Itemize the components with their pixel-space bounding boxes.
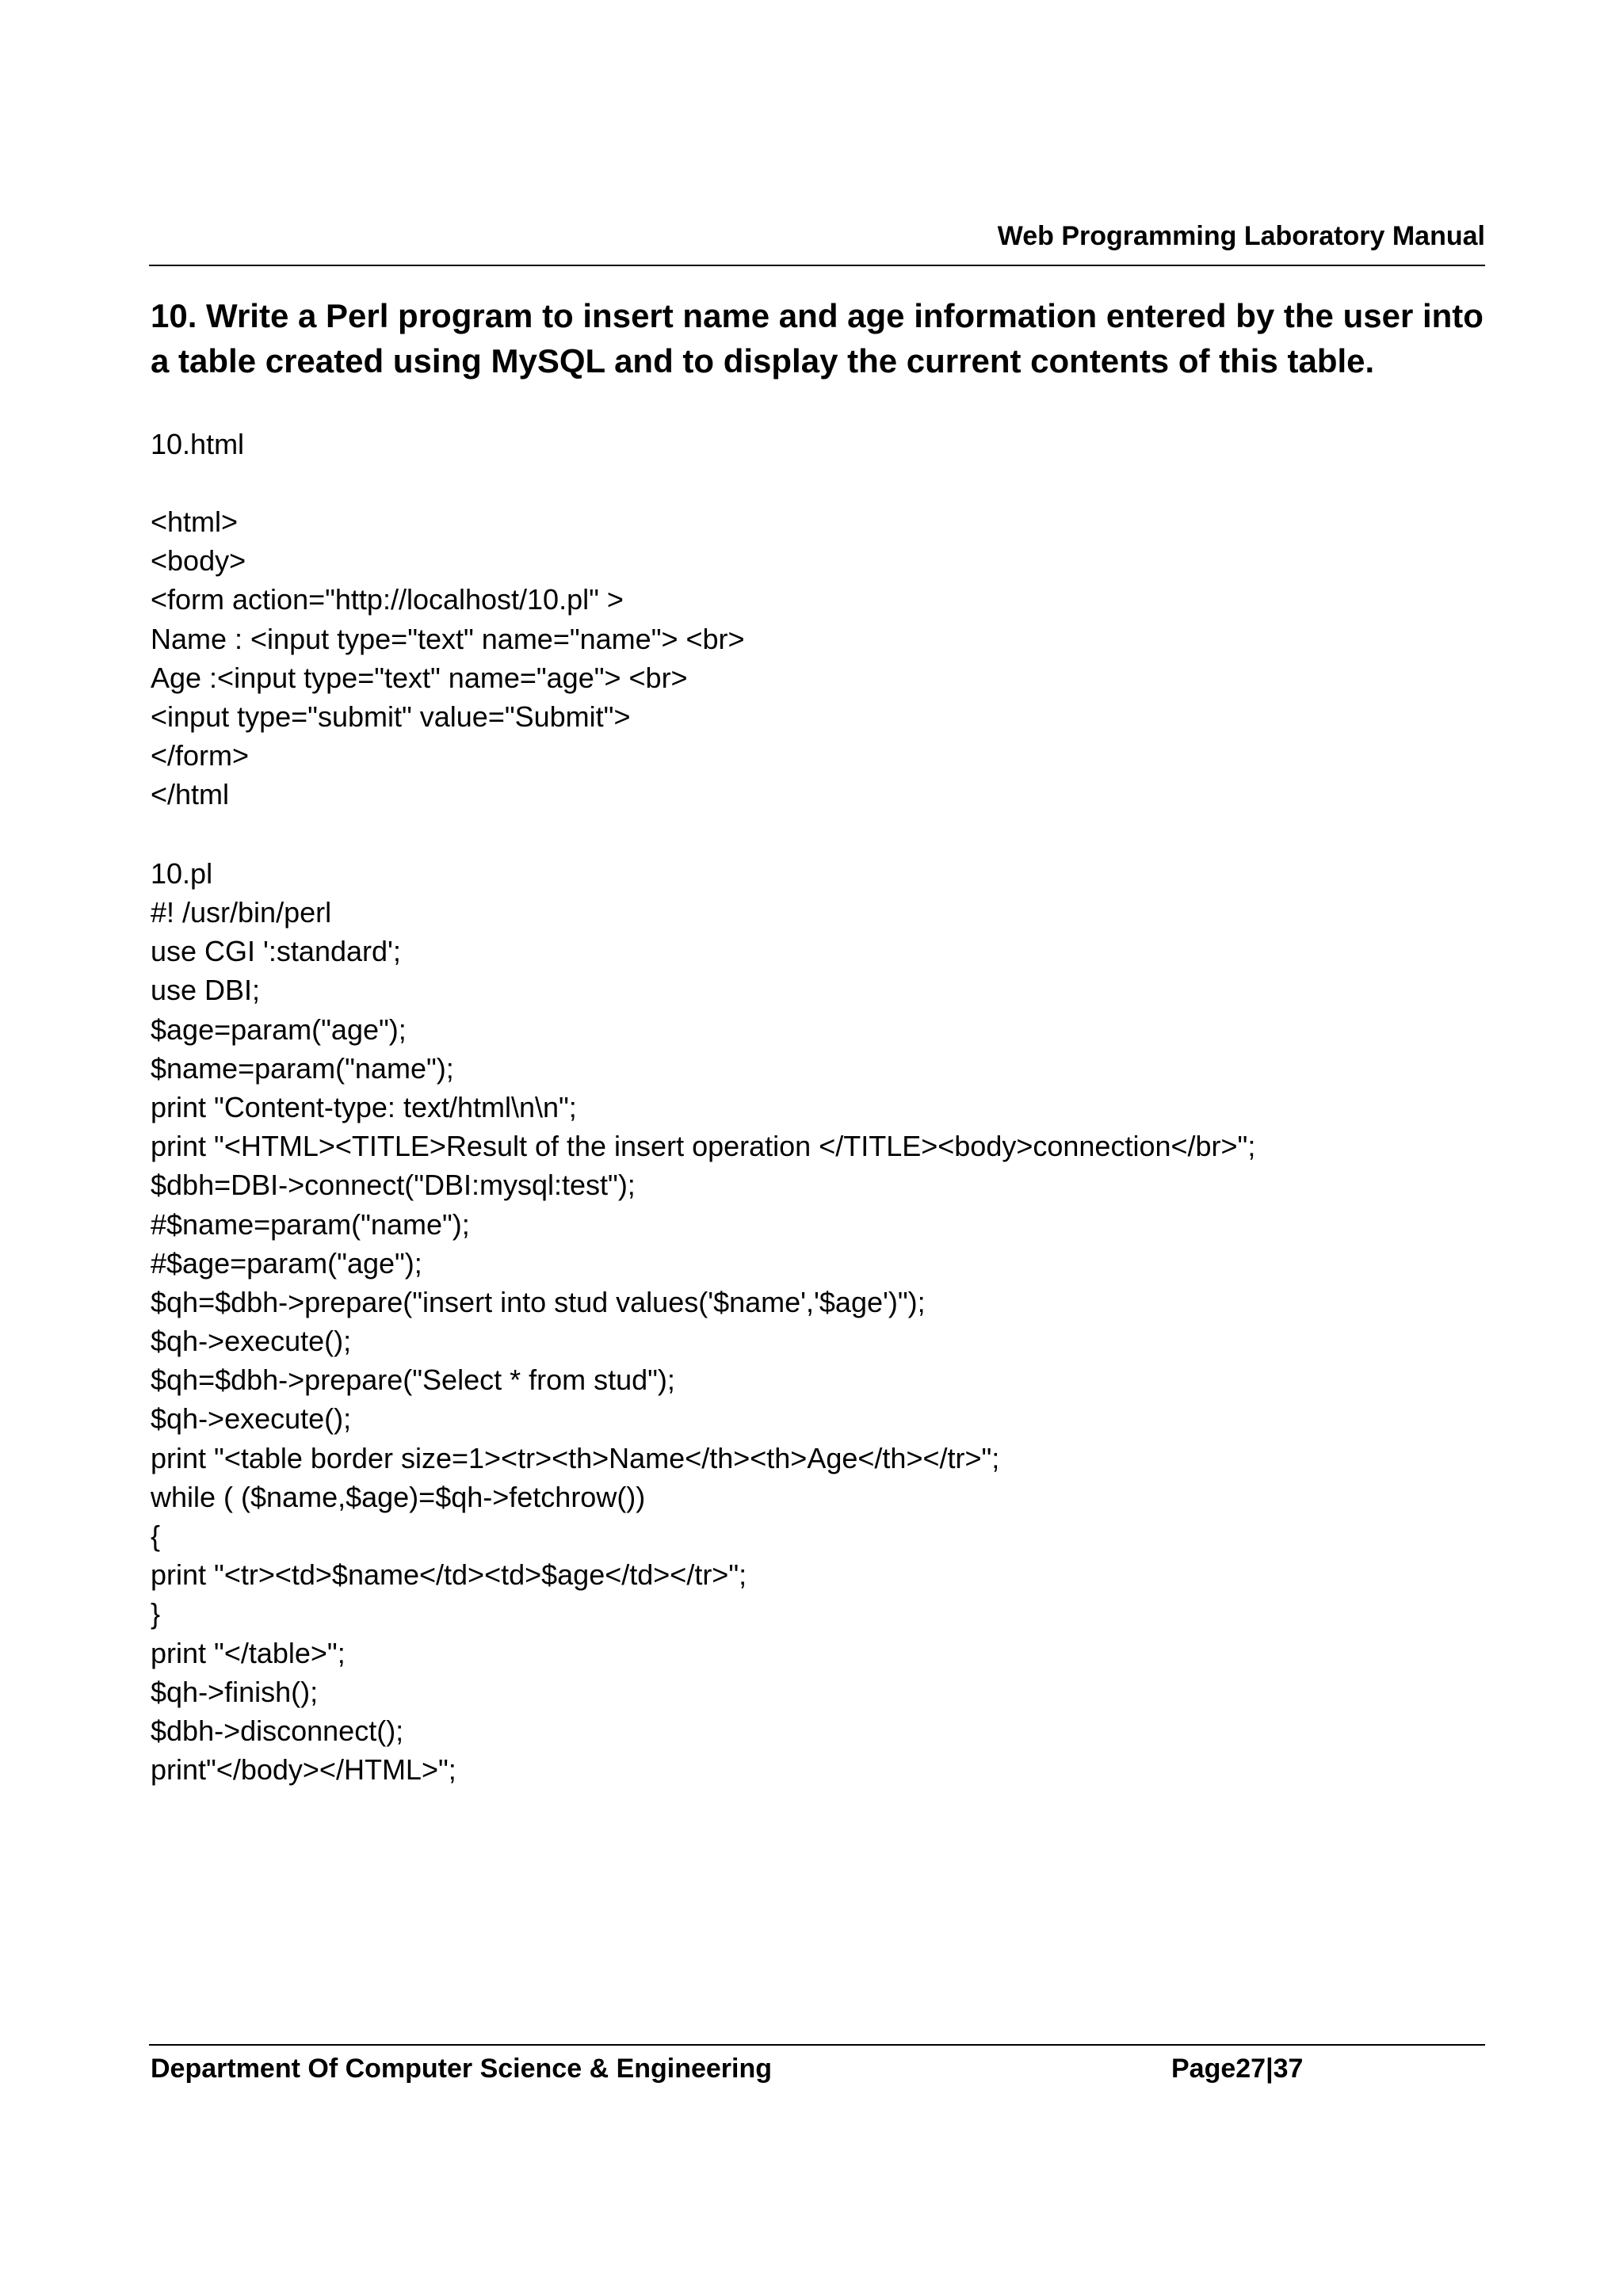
perl-code-line: while ( ($name,$age)=$qh->fetchrow()) [151,1480,646,1513]
question-heading-line-2: a table created using MySQL and to display the current contents of this table. [151,342,1375,379]
perl-code-line: use CGI ':standard'; [151,935,401,968]
html-code-line: <body> [151,544,246,578]
perl-code-line: $qh->execute(); [151,1325,352,1358]
perl-code-line: print "<table border size=1><tr><th>Name</th><th>Age</th></tr>"; [151,1441,1000,1474]
html-code-line: Age :<input type="text" name="age"> <br> [151,661,688,694]
html-code-line: <input type="submit" value="Submit"> [151,700,631,733]
perl-code-line: $name=param("name"); [151,1051,454,1085]
header-rule [149,265,1485,266]
perl-code-block [151,893,1255,1789]
perl-code-line: print "Content-type: text/html\n\n"; [151,1090,577,1123]
perl-code-line: print "</table>"; [151,1636,346,1669]
perl-code-line: $qh=$dbh->prepare("Select * from stud"); [151,1363,675,1397]
perl-code-line: $age=param("age"); [151,1013,407,1046]
html-code-line: <form action="http://localhost/10.pl" > [151,583,624,616]
html-code-line: <html> [151,505,239,538]
html-filename: 10.html [151,428,245,460]
perl-code-line: $dbh->disconnect(); [151,1714,404,1747]
html-code-block [151,502,745,814]
perl-code-line: { [151,1520,161,1552]
perl-code-line: } [151,1597,161,1630]
perl-code-line: $qh->execute(); [151,1402,352,1436]
html-code-line: </html [151,778,230,811]
running-header: Web Programming Laboratory Manual [997,221,1485,251]
perl-code-line: use DBI; [151,974,261,1007]
footer-page-number: Page27|37 [1171,2054,1304,2084]
perl-code-line: $qh->finish(); [151,1675,319,1708]
perl-code-line: #$name=param("name"); [151,1207,470,1241]
perl-code-line: #$age=param("age"); [151,1246,422,1280]
perl-code-line: print"</body></HTML>"; [151,1753,456,1787]
footer-rule [149,2044,1485,2046]
perl-code-line: $dbh=DBI->connect("DBI:mysql:test"); [151,1169,636,1202]
footer-department: Department Of Computer Science & Engineering [151,2054,773,2084]
perl-code-line: $qh=$dbh->prepare("insert into stud values('$name','$age')"); [151,1285,926,1318]
perl-code-line: #! /usr/bin/perl [151,896,332,929]
html-code-line: </form> [151,739,250,772]
question-heading [151,293,1490,383]
html-code-line: Name : <input type="text" name="name"> <br> [151,622,745,655]
perl-code-line: print "<HTML><TITLE>Result of the insert operation </TITLE><body>connection</br>"; [151,1130,1256,1163]
perl-code-line: print "<tr><td>$name</td><td>$age</td></tr>"; [151,1558,747,1592]
question-heading-line-1: 10. Write a Perl program to insert name and age information entered by the user into [151,297,1484,334]
perl-filename: 10.pl [151,857,213,890]
